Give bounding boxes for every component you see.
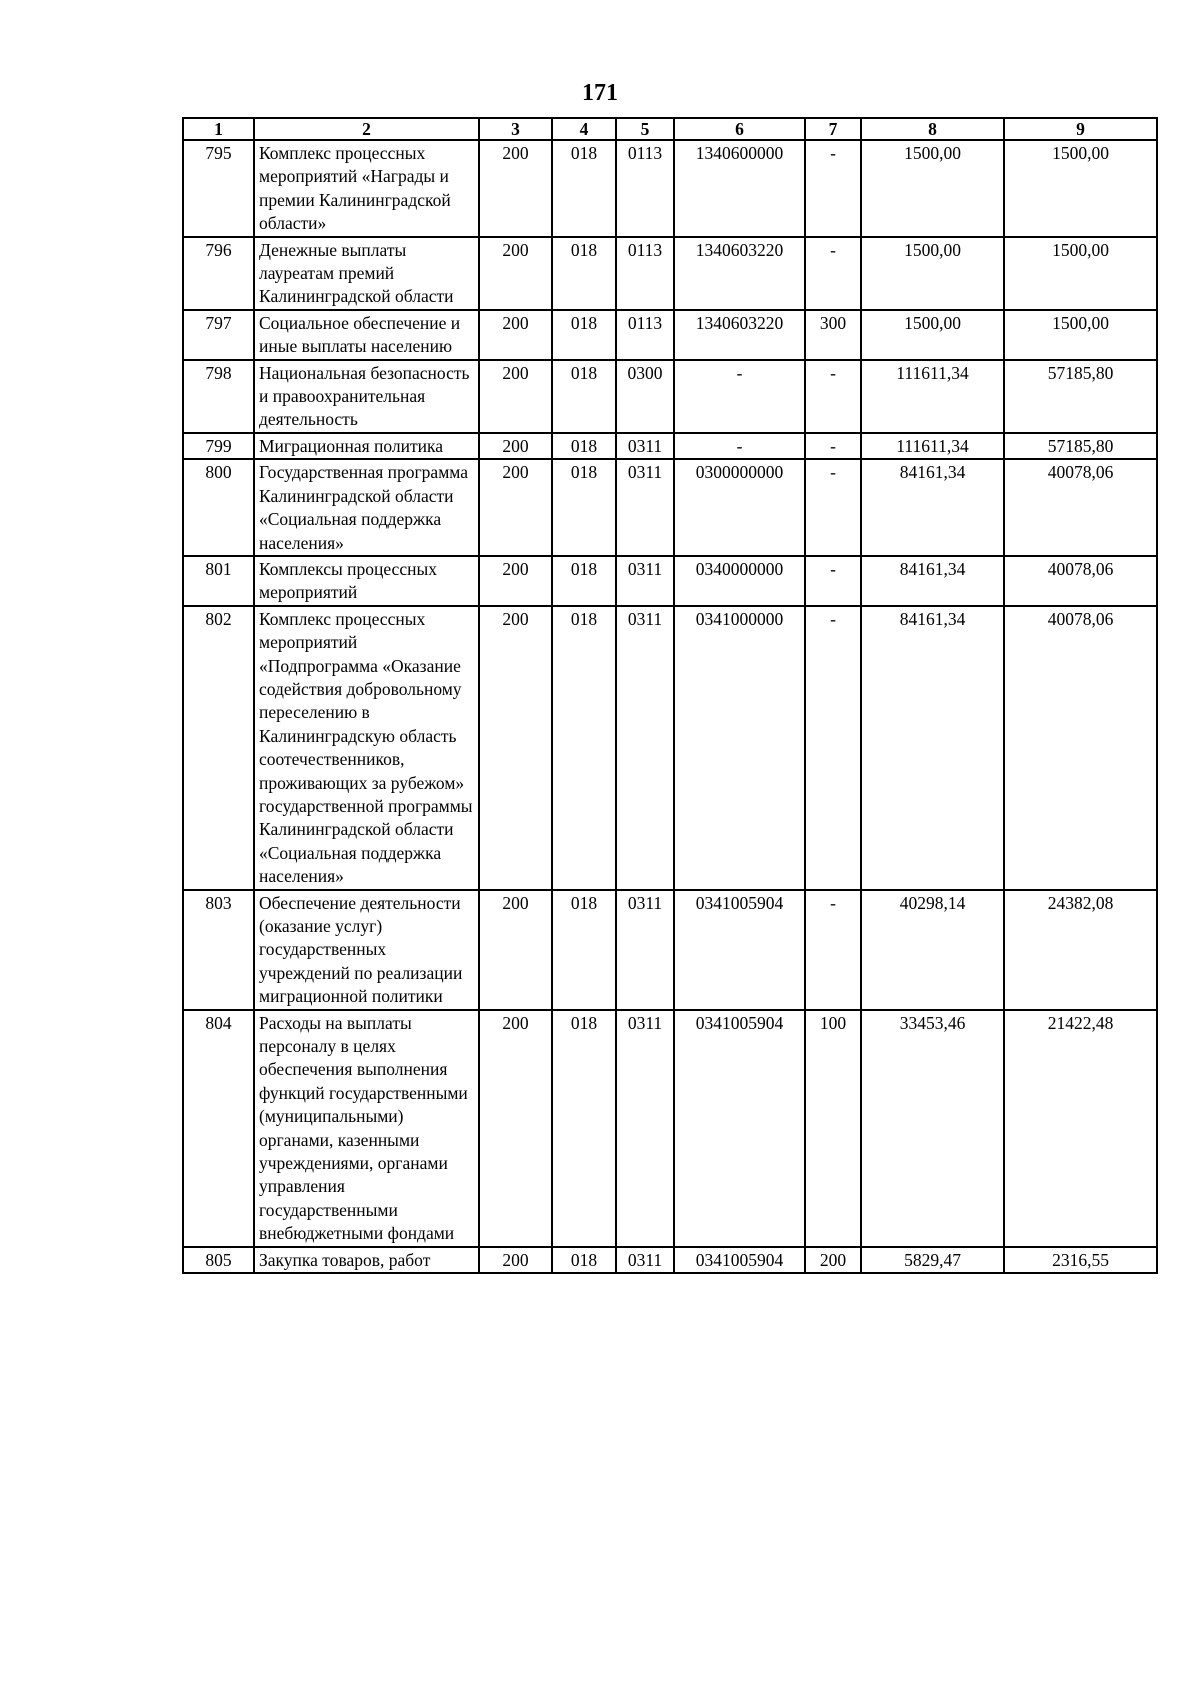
cell-col6: 0300000000 xyxy=(674,459,805,556)
cell-col5: 0300 xyxy=(616,360,674,433)
cell-col8: 84161,34 xyxy=(861,556,1004,606)
cell-col7: - xyxy=(805,556,861,606)
budget-table xyxy=(182,117,1158,1274)
row-number: 798 xyxy=(183,360,254,433)
cell-col3: 200 xyxy=(479,433,552,459)
row-name: Обеспечение деятельности (оказание услуг) государственных учреждений по реализации миграционной политики xyxy=(254,890,479,1010)
table-header-row xyxy=(183,118,1157,140)
cell-col9: 24382,08 xyxy=(1004,890,1157,1010)
cell-col4: 018 xyxy=(552,140,616,237)
cell-col3: 200 xyxy=(479,890,552,1010)
cell-col8: 5829,47 xyxy=(861,1247,1004,1273)
row-number: 796 xyxy=(183,237,254,310)
cell-col8: 84161,34 xyxy=(861,459,1004,556)
cell-col4: 018 xyxy=(552,237,616,310)
cell-col8: 111611,34 xyxy=(861,433,1004,459)
cell-col3: 200 xyxy=(479,1010,552,1247)
cell-col6: - xyxy=(674,360,805,433)
cell-col9: 57185,80 xyxy=(1004,360,1157,433)
row-name: Комплексы процессных мероприятий xyxy=(254,556,479,606)
cell-col4: 018 xyxy=(552,1010,616,1247)
cell-col5: 0113 xyxy=(616,310,674,360)
cell-col3: 200 xyxy=(479,360,552,433)
cell-col5: 0113 xyxy=(616,237,674,310)
cell-col3: 200 xyxy=(479,237,552,310)
cell-col6: 0341005904 xyxy=(674,1010,805,1247)
row-number: 803 xyxy=(183,890,254,1010)
cell-col6: 1340600000 xyxy=(674,140,805,237)
cell-col9: 40078,06 xyxy=(1004,606,1157,890)
row-number: 795 xyxy=(183,140,254,237)
cell-col9: 1500,00 xyxy=(1004,310,1157,360)
cell-col8: 1500,00 xyxy=(861,310,1004,360)
row-name: Закупка товаров, работ xyxy=(254,1247,479,1273)
row-number: 804 xyxy=(183,1010,254,1247)
table-row xyxy=(183,1010,1157,1247)
cell-col4: 018 xyxy=(552,433,616,459)
cell-col4: 018 xyxy=(552,556,616,606)
table-row xyxy=(183,556,1157,606)
cell-col7: 200 xyxy=(805,1247,861,1273)
cell-col8: 111611,34 xyxy=(861,360,1004,433)
cell-col4: 018 xyxy=(552,890,616,1010)
cell-col6: 1340603220 xyxy=(674,310,805,360)
table-row xyxy=(183,606,1157,890)
page-number: 171 xyxy=(582,80,618,106)
cell-col6: 0340000000 xyxy=(674,556,805,606)
cell-col6: 0341000000 xyxy=(674,606,805,890)
row-name: Расходы на выплаты персоналу в целях обеспечения выполнения функций государственными (муниципальными) органами, казенными учреждениями, органами управления государственными внебюджетными фондами xyxy=(254,1010,479,1247)
cell-col8: 1500,00 xyxy=(861,237,1004,310)
cell-col7: - xyxy=(805,459,861,556)
cell-col7: - xyxy=(805,606,861,890)
cell-col9: 2316,55 xyxy=(1004,1247,1157,1273)
table-row xyxy=(183,459,1157,556)
cell-col3: 200 xyxy=(479,310,552,360)
table-row xyxy=(183,310,1157,360)
cell-col7: - xyxy=(805,360,861,433)
cell-col9: 1500,00 xyxy=(1004,237,1157,310)
cell-col5: 0311 xyxy=(616,433,674,459)
cell-col7: - xyxy=(805,890,861,1010)
cell-col3: 200 xyxy=(479,606,552,890)
cell-col4: 018 xyxy=(552,606,616,890)
cell-col4: 018 xyxy=(552,459,616,556)
cell-col4: 018 xyxy=(552,310,616,360)
cell-col5: 0311 xyxy=(616,556,674,606)
row-name: Денежные выплаты лауреатам премий Калининградской области xyxy=(254,237,479,310)
row-number: 805 xyxy=(183,1247,254,1273)
header-cell: 4 xyxy=(552,118,616,140)
cell-col3: 200 xyxy=(479,140,552,237)
cell-col7: 300 xyxy=(805,310,861,360)
cell-col9: 40078,06 xyxy=(1004,556,1157,606)
table-row xyxy=(183,140,1157,237)
cell-col8: 1500,00 xyxy=(861,140,1004,237)
row-number: 800 xyxy=(183,459,254,556)
cell-col5: 0311 xyxy=(616,1010,674,1247)
cell-col9: 1500,00 xyxy=(1004,140,1157,237)
cell-col5: 0311 xyxy=(616,1247,674,1273)
cell-col7: - xyxy=(805,433,861,459)
row-name: Государственная программа Калининградской области «Социальная поддержка населения» xyxy=(254,459,479,556)
row-number: 799 xyxy=(183,433,254,459)
table-row xyxy=(183,237,1157,310)
cell-col8: 40298,14 xyxy=(861,890,1004,1010)
cell-col4: 018 xyxy=(552,360,616,433)
cell-col5: 0311 xyxy=(616,459,674,556)
cell-col3: 200 xyxy=(479,1247,552,1273)
header-cell: 7 xyxy=(805,118,861,140)
header-cell: 5 xyxy=(616,118,674,140)
row-name: Социальное обеспечение и иные выплаты населению xyxy=(254,310,479,360)
cell-col7: - xyxy=(805,237,861,310)
row-number: 801 xyxy=(183,556,254,606)
row-number: 797 xyxy=(183,310,254,360)
table-row xyxy=(183,1247,1157,1273)
cell-col5: 0311 xyxy=(616,890,674,1010)
cell-col6: - xyxy=(674,433,805,459)
row-name: Комплекс процессных мероприятий «Подпрограмма «Оказание содействия добровольному переселению в Калининградскую область соотечественников, проживающих за рубежом» государственной программы Калининградской области «Социальная поддержка населения» xyxy=(254,606,479,890)
cell-col3: 200 xyxy=(479,556,552,606)
cell-col8: 33453,46 xyxy=(861,1010,1004,1247)
header-cell: 9 xyxy=(1004,118,1157,140)
cell-col3: 200 xyxy=(479,459,552,556)
cell-col6: 0341005904 xyxy=(674,1247,805,1273)
header-cell: 1 xyxy=(183,118,254,140)
cell-col9: 40078,06 xyxy=(1004,459,1157,556)
row-name: Национальная безопасность и правоохранительная деятельность xyxy=(254,360,479,433)
cell-col8: 84161,34 xyxy=(861,606,1004,890)
cell-col5: 0113 xyxy=(616,140,674,237)
header-cell: 6 xyxy=(674,118,805,140)
header-cell: 2 xyxy=(254,118,479,140)
row-number: 802 xyxy=(183,606,254,890)
cell-col5: 0311 xyxy=(616,606,674,890)
cell-col9: 57185,80 xyxy=(1004,433,1157,459)
header-cell: 3 xyxy=(479,118,552,140)
row-name: Миграционная политика xyxy=(254,433,479,459)
row-name: Комплекс процессных мероприятий «Награды и премии Калининградской области» xyxy=(254,140,479,237)
header-cell: 8 xyxy=(861,118,1004,140)
table-row xyxy=(183,360,1157,433)
cell-col6: 0341005904 xyxy=(674,890,805,1010)
table-row xyxy=(183,433,1157,459)
cell-col6: 1340603220 xyxy=(674,237,805,310)
cell-col9: 21422,48 xyxy=(1004,1010,1157,1247)
table-row xyxy=(183,890,1157,1010)
cell-col7: 100 xyxy=(805,1010,861,1247)
cell-col4: 018 xyxy=(552,1247,616,1273)
cell-col7: - xyxy=(805,140,861,237)
